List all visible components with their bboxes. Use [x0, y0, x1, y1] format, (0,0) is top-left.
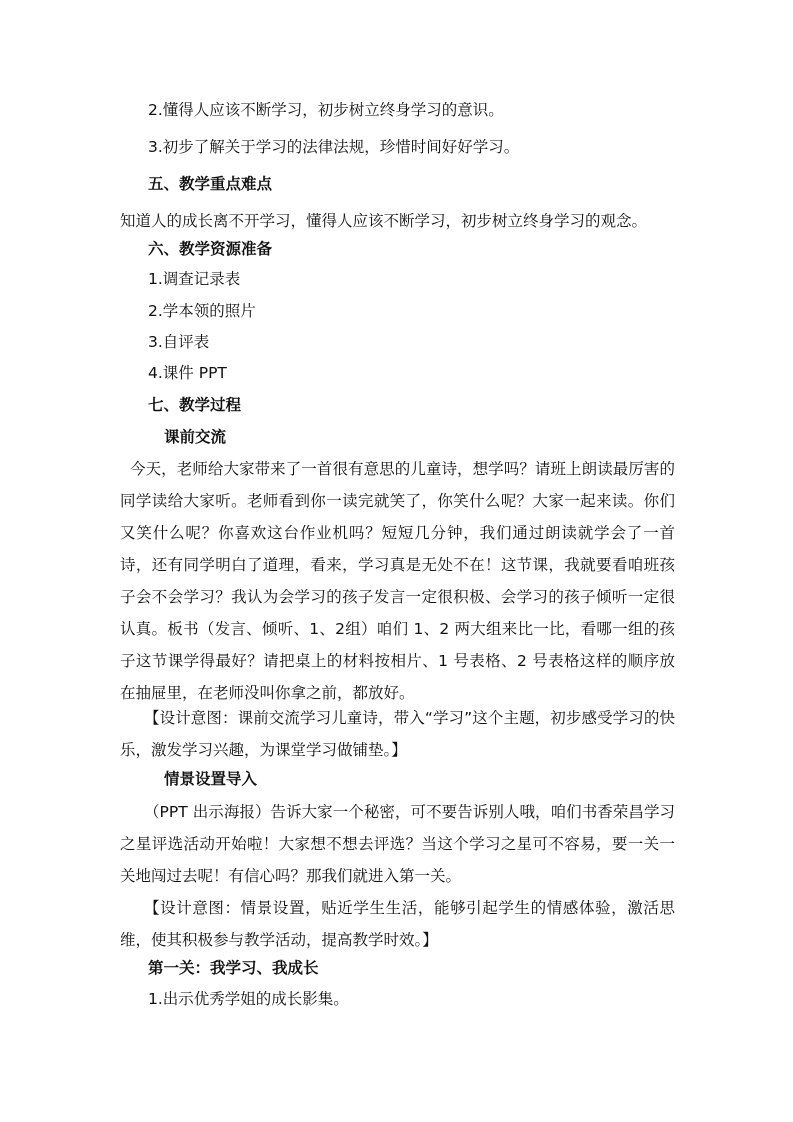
resource-item-2: 2.学本领的照片 [148, 302, 256, 320]
part-2-design-intent: 【设计意图：情景设置，贴近学生生活，能够引起学生的情感体验，激活思维，使其积极参与教学活动，提高教学时效。】 [120, 899, 675, 949]
resource-item-4: 4.课件 PPT [148, 364, 227, 382]
part-3-item-1: 1.出示优秀学姐的成长影集。 [148, 990, 349, 1008]
resource-item-1: 1.调查记录表 [148, 270, 241, 288]
part-1-heading: 课前交流 [164, 428, 227, 446]
part-2-text: （PPT 出示海报）告诉大家一个秘密，可不要告诉别人哦，咱们书香荣昌学习之星评选活动开始啦！大家想不想去评选？当这个学习之星可不容易，要一关一关地闯过去呢！有信心吗？那我们就进入第一关。 [120, 803, 675, 885]
section-5-heading: 五、教学重点难点 [148, 175, 273, 193]
part-3-heading: 第一关：我学习、我成长 [148, 959, 319, 977]
section-5-text: 知道人的成长离不开学习，懂得人应该不断学习，初步树立终身学习的观念。 [120, 212, 648, 230]
section-6-heading: 六、教学资源准备 [148, 240, 273, 258]
part-1-text: 今天，老师给大家带来了一首很有意思的儿童诗，想学吗？请班上朗读最厉害的同学读给大家听。老师看到你一读完就笑了，你笑什么呢？大家一起来读。你们又笑什么呢？你喜欢这台作业机吗？短短几分钟，我们通过朗读就学会了一首诗，还有同学明白了道理，看来，学习真是无处不在！这节课，我就要看咱班孩子会不会学习？我认为会学习的孩子发言一定很积极、会学习的孩子倾听一定很认真。板书（发言、倾听、1、2组）咱们 1、2 两大组来比一比，看哪一组的孩子这节课学得最好？请把桌上的材料按相片、1 号表格、2 号表格这样的顺序放在抽屉里，在老师没叫你拿之前，都放好。 [120, 460, 675, 702]
objective-item-3: 3.初步了解关于学习的法律法规，珍惜时间好好学习。 [148, 138, 520, 156]
section-7-heading: 七、教学过程 [148, 396, 242, 414]
part-2-heading: 情景设置导入 [164, 770, 258, 788]
resource-item-3: 3.自评表 [148, 333, 210, 351]
objective-item-2: 2.懂得人应该不断学习，初步树立终身学习的意识。 [148, 101, 504, 119]
part-1-design-intent: 【设计意图：课前交流学习儿童诗，带入“学习”这个主题，初步感受学习的快乐，激发学习兴趣，为课堂学习做铺垫。】 [120, 709, 675, 759]
